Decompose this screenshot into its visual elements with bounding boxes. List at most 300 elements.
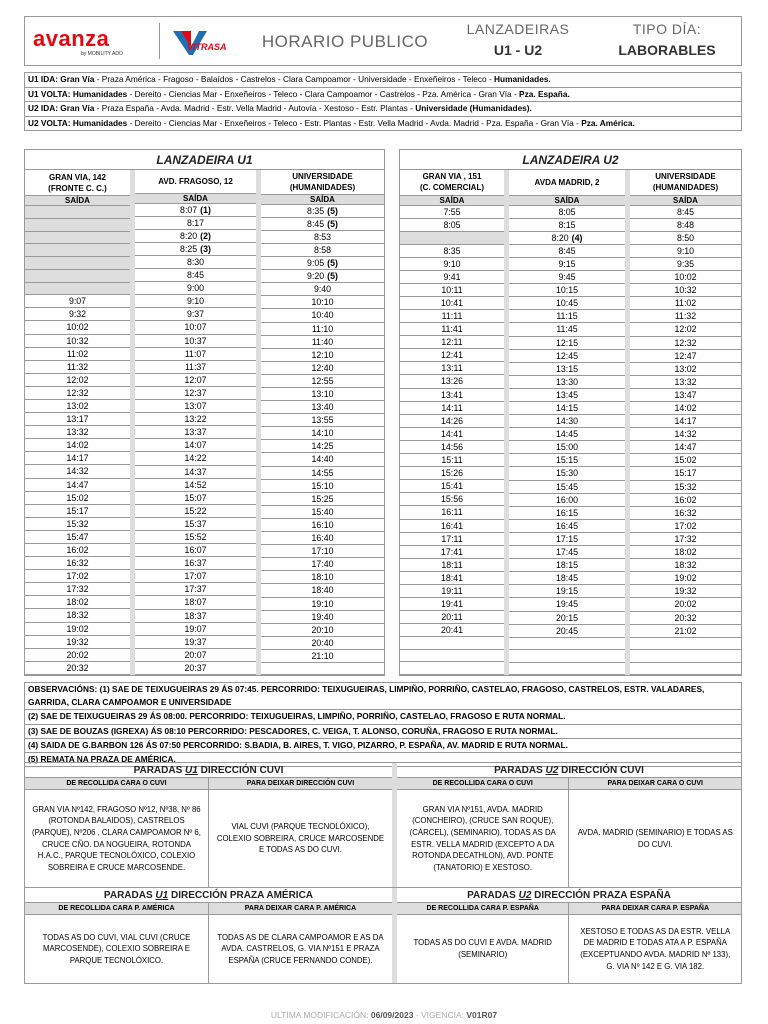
time-cell — [400, 389, 504, 402]
time-cell — [261, 231, 384, 244]
stops-title-post: DIRECCIÓN CUVI — [558, 765, 644, 776]
stops-title — [397, 763, 741, 778]
brand-logo — [25, 17, 247, 65]
time-cell — [135, 557, 256, 570]
stops-title — [25, 763, 392, 778]
stops-body — [25, 915, 392, 983]
time-value: 13:47 — [674, 389, 697, 400]
time-cell — [400, 284, 504, 297]
time-cell — [261, 427, 384, 440]
time-value: 15:15 — [555, 455, 578, 466]
time-value: 8:25 — [180, 243, 198, 254]
stops-title-pre: PARADAS — [103, 890, 156, 901]
time-cell — [509, 598, 625, 611]
time-cell — [509, 337, 625, 350]
time-cell — [135, 452, 256, 465]
time-value: 15:26 — [440, 468, 463, 479]
time-cell — [630, 310, 741, 323]
time-value: 14:56 — [440, 441, 463, 452]
time-cell — [261, 532, 384, 545]
time-cell — [25, 283, 130, 296]
time-value: 11:45 — [556, 324, 578, 335]
time-cell — [135, 466, 256, 479]
time-value: 20:02 — [66, 649, 89, 660]
time-value: 9:41 — [443, 271, 461, 282]
time-cell — [135, 544, 256, 557]
time-cell — [25, 479, 130, 492]
time-value: 18:41 — [440, 572, 463, 583]
route-code: U1 VOLTA: — [28, 88, 71, 99]
stops-pickup-text: GRAN VIA Nº151, AVDA. MADRID (CONCHEIRO), (CRUCE SAN ROQUE), (CÁRCEL), (SEMINARIO), TODAS AS DA ESTR. VELLA MADRID (EXCEPTO A DA ROTONDA DECATHLON), AVD. PONTE (TANATORIO) E XESTOSO. — [397, 790, 570, 887]
stops-title-pre: PARADAS — [467, 890, 519, 901]
timetable-column — [630, 170, 741, 675]
time-value: 16:10 — [311, 519, 334, 530]
time-cell — [400, 206, 504, 219]
time-value: 11:11 — [441, 311, 463, 322]
time-value: 14:17 — [66, 453, 89, 464]
time-value: 12:15 — [555, 337, 578, 348]
time-cell — [135, 295, 256, 308]
time-cell — [509, 297, 625, 310]
time-value: 8:48 — [676, 219, 695, 230]
stops-subheader — [25, 778, 392, 790]
time-cell — [630, 350, 741, 363]
time-cell — [509, 271, 625, 284]
time-value: 14:30 — [555, 416, 578, 427]
time-cell — [261, 480, 384, 493]
time-cell — [261, 257, 384, 270]
time-value: 14:32 — [674, 429, 697, 440]
route-code: U1 IDA: — [28, 74, 58, 84]
time-cell — [509, 454, 625, 467]
time-value: 15:45 — [555, 481, 578, 492]
day-type-block — [593, 17, 741, 65]
stops-title-post: DIRECCIÓN PRAZA ESPAÑA — [531, 890, 671, 901]
time-cell — [261, 362, 384, 375]
time-value: 10:41 — [440, 297, 463, 308]
time-cell — [261, 506, 384, 519]
time-value: 17:02 — [674, 520, 697, 531]
time-value: 16:37 — [184, 558, 207, 569]
time-cell — [135, 204, 256, 217]
time-cell — [509, 481, 625, 494]
time-cell — [135, 348, 256, 361]
time-cell — [261, 375, 384, 388]
time-value: 8:20 — [180, 230, 198, 241]
time-value: 12:45 — [555, 350, 578, 361]
time-cell — [509, 206, 625, 219]
time-cell — [261, 296, 384, 309]
time-cell — [400, 336, 504, 349]
time-value: 12:55 — [311, 375, 334, 386]
time-value: 16:02 — [66, 545, 89, 556]
time-cell — [135, 610, 256, 623]
column-header-line: (HUMANIDADES) — [652, 183, 719, 193]
time-value: 21:02 — [674, 625, 697, 636]
time-cell — [135, 505, 256, 518]
route-first: Gran Vía — [60, 74, 95, 84]
time-value: 9:05 — [307, 258, 325, 269]
vig-label: VIGENCIA: — [421, 1010, 464, 1020]
time-value: 13:10 — [311, 389, 334, 400]
stops-dropoff-text: XESTOSO E TODAS AS DA ESTR. VELLA DE MADRID E TODAS ATA A P. ESPAÑA (EXCEPTUANDO AVDA. MADRID Nº 133), G. VIA Nº 142 E G. VIA 182. — [580, 926, 731, 971]
time-cell — [509, 625, 625, 638]
time-value: 13:11 — [441, 363, 463, 374]
time-value: 12:37 — [184, 387, 207, 398]
time-value: 9:45 — [558, 272, 576, 283]
time-value: 11:41 — [441, 324, 463, 335]
partner-name: VITRASA — [187, 42, 227, 52]
time-value: 10:15 — [555, 285, 578, 296]
time-value: 14:17 — [674, 416, 697, 427]
time-cell — [400, 533, 504, 546]
observation-5: (5) REMATA NA PRAZA DE AMÉRICA. — [28, 754, 176, 765]
time-value: 12:32 — [674, 337, 697, 348]
stops-dropoff-text: VIAL CUVI (PARQUE TECNOLÓXICO), COLEXIO SOBREIRA, CRUCE MARCOSENDE E TODAS AS DO CUVI. — [216, 822, 385, 855]
time-note: (3) — [200, 243, 211, 254]
footer — [0, 1010, 768, 1020]
column-header-line: UNIVERSIDADE — [655, 172, 716, 182]
time-cell — [400, 493, 504, 506]
time-cell — [509, 219, 625, 232]
time-cell — [261, 467, 384, 480]
time-value: 20:41 — [440, 625, 463, 636]
time-value: 16:11 — [441, 507, 463, 518]
time-cell — [509, 323, 625, 336]
time-value: 16:40 — [311, 533, 334, 544]
time-value: 17:02 — [66, 571, 89, 582]
stops-subheader — [25, 903, 392, 915]
time-value: 15:32 — [66, 518, 89, 529]
time-value: 13:32 — [66, 427, 89, 438]
time-value: 16:07 — [184, 545, 207, 556]
footer-sep: - — [413, 1010, 421, 1020]
time-value: 13:15 — [555, 363, 578, 374]
time-value: 16:32 — [66, 558, 89, 569]
time-cell — [135, 636, 256, 649]
stops-title-line: U1 — [155, 890, 169, 901]
time-cell — [135, 623, 256, 636]
header — [24, 16, 742, 66]
time-value: 20:10 — [311, 624, 334, 635]
time-value: 11:37 — [184, 361, 207, 372]
time-cell — [261, 650, 384, 663]
time-cell — [400, 559, 504, 572]
column-header — [509, 170, 625, 196]
stops-dropoff-header: PARA DEIXAR CARA P. ESPAÑA — [601, 905, 710, 912]
time-cell — [630, 638, 741, 650]
stops-title-pre: PARADAS — [494, 765, 546, 776]
time-value: 17:40 — [311, 559, 334, 570]
column-subheader: SAÍDA — [25, 196, 130, 206]
time-value: 14:32 — [66, 466, 89, 477]
logo-divider — [159, 23, 160, 59]
time-value: 8:35 — [307, 205, 325, 216]
column-subheader: SAÍDA — [630, 196, 741, 206]
timetable-columns — [25, 170, 384, 675]
time-value: 11:10 — [311, 323, 334, 334]
time-value: 13:26 — [440, 376, 463, 387]
time-cell — [135, 479, 256, 492]
column-header — [135, 170, 256, 194]
time-value: 15:02 — [66, 492, 89, 503]
time-value: 10:40 — [311, 310, 334, 321]
time-cell — [630, 598, 741, 611]
time-cell — [630, 507, 741, 520]
time-cell — [509, 284, 625, 297]
time-value: 8:30 — [186, 257, 205, 267]
time-value: 17:15 — [555, 533, 578, 544]
time-cell — [261, 637, 384, 650]
time-cell — [135, 321, 256, 334]
time-cell — [630, 533, 741, 546]
time-value: 15:56 — [440, 494, 463, 505]
time-value: 19:37 — [184, 636, 207, 647]
time-cell — [261, 584, 384, 597]
brand-name: avanza — [33, 26, 110, 51]
time-cell — [25, 348, 130, 361]
time-value: 18:45 — [555, 573, 578, 584]
time-cell — [135, 400, 256, 413]
mod-label: ULTIMA MODIFICACIÓN: — [270, 1010, 369, 1020]
time-value: 13:22 — [184, 414, 207, 425]
time-cell — [630, 219, 741, 232]
route-mid: - Dereito - Ciencias Mar - Enxeñeiros - Teleco - Clara Campoamor - Castrelos - Pza. América - Gran Vía - — [127, 88, 520, 99]
time-cell — [135, 583, 256, 596]
route-last: Universidade (Humanidades). — [415, 103, 532, 114]
time-value: 14:15 — [555, 403, 578, 413]
time-value: 19:45 — [555, 599, 578, 610]
time-cell — [630, 206, 741, 219]
time-cell — [135, 256, 256, 269]
stops-title-line: U2 — [518, 890, 532, 901]
time-value: 10:02 — [674, 272, 697, 283]
time-cell — [261, 401, 384, 414]
time-note: (2) — [200, 230, 211, 241]
page-title: HORARIO PUBLICO — [261, 32, 429, 51]
time-cell — [25, 609, 130, 622]
time-cell — [509, 507, 625, 520]
time-cell — [630, 585, 741, 598]
time-cell — [25, 374, 130, 387]
time-value: 10:07 — [184, 322, 207, 333]
time-cell — [400, 637, 504, 650]
time-cell — [400, 480, 504, 493]
time-value: 15:47 — [66, 531, 89, 542]
time-cell — [25, 662, 130, 675]
time-value: 8:05 — [558, 206, 576, 217]
time-cell — [400, 467, 504, 480]
timetable-column — [135, 170, 261, 675]
time-value: 13:02 — [66, 400, 89, 411]
time-cell — [400, 441, 504, 454]
stops-pickup-header: DE RECOLLIDA CARA P. AMÉRICA — [25, 903, 209, 914]
route-first: Gran Vía — [60, 103, 95, 114]
time-cell — [630, 467, 741, 480]
column-subheader: SAÍDA — [135, 194, 256, 204]
time-value: 8:07 — [180, 204, 198, 215]
time-value: 18:02 — [66, 597, 89, 608]
time-value: 9:37 — [186, 309, 205, 320]
time-cell — [25, 270, 130, 283]
time-cell — [135, 596, 256, 609]
stops-section — [24, 762, 742, 984]
time-value: 8:15 — [558, 219, 576, 230]
time-value: 12:02 — [66, 374, 89, 385]
time-cell — [261, 493, 384, 506]
time-cell — [509, 363, 625, 376]
time-cell — [261, 571, 384, 584]
time-note: (5) — [327, 205, 338, 216]
timetable-u1 — [24, 149, 385, 676]
time-value: 9:10 — [443, 258, 461, 269]
time-value: 15:17 — [66, 505, 89, 516]
time-cell — [135, 649, 256, 662]
time-value: 10:32 — [66, 335, 89, 346]
time-value: 11:32 — [66, 361, 89, 372]
time-value: 10:45 — [555, 298, 578, 309]
time-cell — [509, 415, 625, 428]
time-cell — [135, 269, 256, 282]
time-cell — [25, 505, 130, 518]
stops-pickup-header: DE RECOLLIDA CARA O CUVI — [397, 778, 570, 789]
time-cell — [400, 546, 504, 559]
time-cell — [25, 492, 130, 505]
time-cell — [25, 206, 130, 219]
time-value: 18:10 — [311, 572, 334, 583]
time-cell — [400, 245, 504, 258]
time-value: 20:02 — [674, 599, 697, 610]
timetable-title: LANZADEIRA U2 — [400, 150, 741, 170]
time-cell — [400, 506, 504, 519]
time-value: 17:11 — [441, 533, 463, 544]
time-cell — [25, 321, 130, 334]
time-note: (5) — [327, 271, 338, 282]
time-cell — [135, 308, 256, 321]
time-cell — [630, 454, 741, 467]
time-cell — [25, 531, 130, 544]
time-cell — [509, 612, 625, 625]
time-value: 14:02 — [66, 440, 89, 451]
time-value: 15:25 — [311, 493, 334, 504]
timetable-column — [509, 170, 630, 675]
time-cell — [25, 426, 130, 439]
time-cell — [135, 374, 256, 387]
time-value: 14:22 — [184, 453, 207, 464]
time-cell — [135, 518, 256, 531]
time-cell — [25, 257, 130, 270]
time-cell — [135, 387, 256, 400]
time-value: 20:40 — [311, 637, 334, 648]
time-cell — [400, 375, 504, 388]
time-cell — [630, 258, 741, 271]
time-cell — [400, 598, 504, 611]
time-value: 12:10 — [311, 349, 334, 360]
time-value: 15:17 — [674, 468, 697, 479]
time-cell — [261, 624, 384, 637]
time-value: 11:02 — [674, 298, 697, 309]
time-value: 11:40 — [311, 336, 334, 347]
time-value: 19:02 — [674, 573, 697, 584]
stops-dropoff-header: PARA DEIXAR CARA P. AMÉRICA — [244, 905, 357, 912]
time-cell — [400, 428, 504, 441]
time-value: 8:45 — [186, 270, 205, 281]
time-cell — [135, 335, 256, 348]
time-cell — [509, 533, 625, 546]
route-mid: - Praza España - Avda. Madrid - Estr. Vella Madrid - Autovía - Xestoso - Estr. Plantas - — [94, 103, 416, 114]
stops-title-post: DIRECCIÓN PRAZA AMÉRICA — [168, 890, 314, 901]
time-value: 20:11 — [441, 612, 463, 623]
time-cell — [400, 650, 504, 663]
stops-body — [397, 915, 741, 983]
time-cell — [509, 245, 625, 258]
time-value: 16:15 — [555, 507, 578, 518]
time-cell — [509, 402, 625, 415]
time-value: 15:37 — [184, 518, 207, 529]
time-cell — [135, 243, 256, 256]
stops-subheader — [397, 903, 741, 915]
time-value: 12:47 — [674, 350, 697, 361]
time-value: 13:37 — [184, 427, 207, 438]
time-cell — [261, 598, 384, 611]
stops-title-line: U1 — [185, 765, 198, 776]
time-cell — [509, 638, 625, 650]
time-cell — [25, 649, 130, 662]
time-value: 18:02 — [674, 547, 697, 558]
stops-pickup-text: GRAN VIA Nº142, FRAGOSO Nº12, Nº38, Nº 86 (ROTONDA BALAIDOS), CASTRELOS (PARQUE), Nº206 , CLARA CAMPOAMOR Nº 6, CRUCE CÑO. DA NOGUEIRA, ROTONDA H.A.C., PARQUE TECNOLÓXICO, COLEXIO SOBREIRA E CRUCE MARCOSENDE. — [25, 790, 209, 887]
time-value: 11:32 — [674, 311, 697, 322]
time-value: 16:45 — [555, 520, 578, 531]
time-value: 18:07 — [184, 597, 207, 608]
time-cell — [630, 376, 741, 389]
time-value: 10:32 — [674, 285, 697, 296]
time-value: 14:37 — [184, 466, 207, 477]
time-cell — [509, 310, 625, 323]
time-value: 16:41 — [440, 520, 463, 531]
column-subheader: SAÍDA — [400, 196, 504, 206]
time-value: 12:32 — [66, 387, 89, 398]
time-cell — [630, 520, 741, 533]
time-cell — [261, 558, 384, 571]
time-cell — [509, 663, 625, 675]
time-value: 12:02 — [674, 324, 697, 335]
brand-sub: by MOBILITY ADO — [81, 51, 123, 57]
time-value: 17:07 — [184, 571, 207, 582]
time-value: 8:35 — [443, 245, 461, 256]
lines-block — [443, 17, 593, 65]
time-cell — [630, 323, 741, 336]
route-descriptions — [24, 72, 742, 131]
stops-title — [25, 888, 392, 903]
time-cell — [400, 271, 504, 284]
time-value: 14:40 — [311, 454, 334, 465]
column-header — [261, 170, 384, 195]
time-cell — [630, 284, 741, 297]
time-value: 12:41 — [440, 350, 463, 361]
time-cell — [400, 454, 504, 467]
time-cell — [25, 518, 130, 531]
time-value: 18:37 — [184, 610, 207, 621]
column-header — [630, 170, 741, 196]
time-value: 12:07 — [184, 374, 207, 385]
time-value: 17:32 — [674, 533, 697, 544]
time-cell — [630, 625, 741, 638]
time-note: (5) — [327, 258, 338, 269]
time-value: 8:05 — [443, 219, 461, 230]
time-cell — [400, 624, 504, 637]
stops-u2-espana — [397, 888, 741, 983]
time-value: 9:35 — [676, 258, 695, 269]
